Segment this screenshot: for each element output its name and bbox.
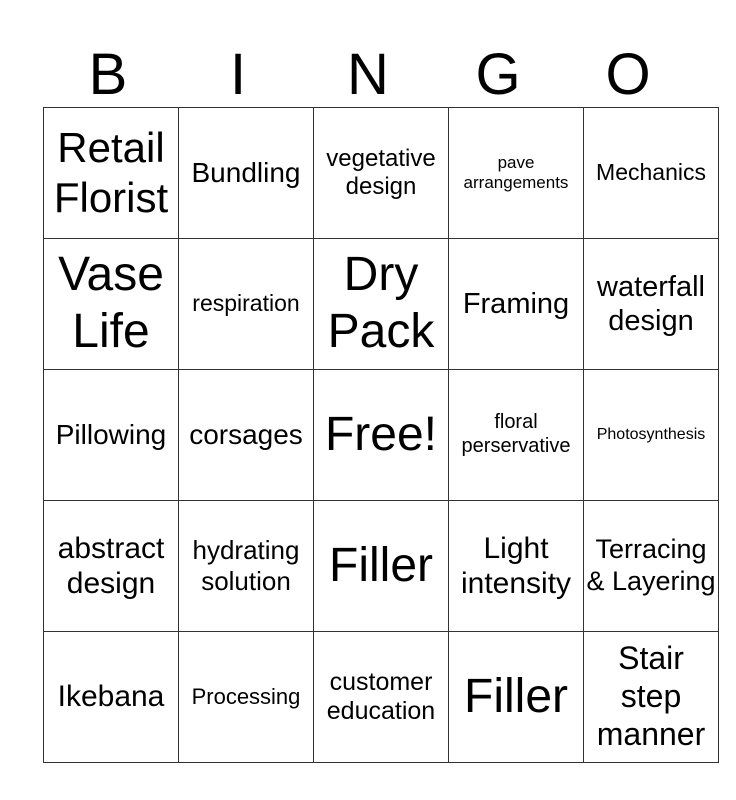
bingo-cell[interactable] (449, 108, 584, 239)
board-row (44, 370, 719, 501)
bingo-cell[interactable] (179, 632, 314, 763)
cell-text: Ikebana (57, 680, 165, 714)
bingo-cell[interactable] (449, 239, 584, 370)
header-letter-g: G (475, 42, 521, 107)
cell-text: waterfall design (597, 270, 705, 337)
board-row (44, 108, 719, 239)
cell-text: Bundling (191, 157, 301, 189)
bingo-header (43, 42, 693, 108)
bingo-cell[interactable] (449, 501, 584, 632)
board-row (44, 239, 719, 370)
header-letter-b: B (88, 42, 128, 107)
bingo-cell[interactable] (179, 239, 314, 370)
bingo-cell[interactable] (179, 370, 314, 501)
cell-text: Filler (464, 669, 568, 723)
bingo-cell[interactable] (449, 632, 584, 763)
bingo-cell[interactable] (44, 501, 179, 632)
cell-text: abstract design (57, 531, 165, 600)
bingo-cell[interactable] (44, 370, 179, 501)
bingo-cell[interactable] (314, 501, 449, 632)
bingo-cell[interactable] (584, 108, 719, 239)
cell-text: corsages (189, 419, 303, 451)
cell-text: Framing (462, 287, 570, 320)
cell-text: vegetative design (326, 144, 436, 200)
bingo-cell[interactable] (44, 239, 179, 370)
bingo-cell[interactable] (584, 370, 719, 501)
cell-text: hydrating solution (192, 535, 300, 596)
cell-text: Dry Pack (327, 248, 435, 358)
bingo-cell[interactable] (449, 370, 584, 501)
cell-text: Mechanics (596, 159, 706, 186)
cell-text: Vase Life (58, 248, 164, 358)
header-letter-n: N (347, 42, 389, 107)
bingo-cell[interactable] (179, 501, 314, 632)
cell-text: Stair step manner (596, 640, 706, 752)
bingo-cell[interactable] (44, 108, 179, 239)
cell-text: Retail Florist (53, 124, 169, 221)
cell-text: Light intensity (460, 531, 572, 600)
header-letter-i: I (229, 42, 247, 107)
header-letter-o: O (605, 42, 651, 107)
cell-text: pave arrangements (463, 152, 569, 192)
bingo-cell[interactable] (314, 632, 449, 763)
bingo-cell[interactable] (584, 239, 719, 370)
cell-text: Photosynthesis (596, 425, 706, 443)
board-row (44, 632, 719, 763)
bingo-cell[interactable] (314, 108, 449, 239)
bingo-cell[interactable] (179, 108, 314, 239)
cell-text: customer education (326, 667, 436, 725)
bingo-cell[interactable] (584, 632, 719, 763)
board-row (44, 501, 719, 632)
cell-text: floral perservative (461, 411, 571, 457)
cell-text: Pillowing (55, 419, 167, 451)
bingo-board (43, 107, 719, 763)
cell-text: Terracing & Layering (586, 534, 716, 596)
bingo-cell[interactable] (44, 632, 179, 763)
cell-text: Free! (324, 407, 438, 461)
bingo-cell[interactable] (314, 370, 449, 501)
cell-text: Processing (191, 684, 301, 710)
bingo-cell[interactable] (584, 501, 719, 632)
cell-text: respiration (192, 290, 300, 317)
bingo-cell[interactable] (314, 239, 449, 370)
cell-text: Filler (329, 538, 433, 592)
